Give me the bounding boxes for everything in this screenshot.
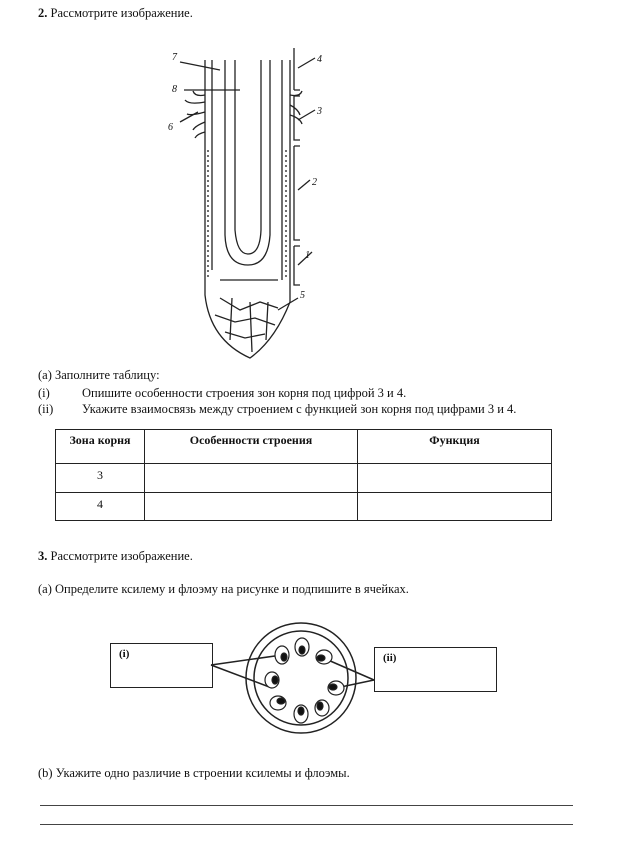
vascular-bundle [270,696,286,710]
structure-answer-cell[interactable] [145,492,358,521]
zone-cell: 3 [56,464,145,493]
answer-box-i-label: (i) [119,648,130,660]
question-2-title [38,6,193,21]
vascular-bundle [316,650,332,664]
root-diagram [160,40,340,360]
diagram-label-1: 1 [305,250,310,261]
question-2-number: 2. [38,6,48,20]
vascular-bundle [295,638,309,656]
table-row [56,464,552,493]
question-3-text: Рассмотрите изображение. [50,549,193,563]
question-3-number: 3. [38,549,48,563]
question-2-text: Рассмотрите изображение. [50,6,193,20]
item-i-text: Опишите особенности строения зон корня под цифрой 3 и 4. [82,386,407,400]
item-i-number: (i) [38,386,50,400]
header-function: Функция [358,430,552,464]
diagram-label-7: 7 [172,52,177,63]
root-zones-table [55,429,552,521]
diagram-label-4: 4 [317,54,322,65]
table-header-row [56,430,552,464]
diagram-label-2: 2 [312,177,317,188]
question-3-title [38,549,193,564]
answer-box-ii[interactable] [374,647,497,692]
question-3-part-a: (a) Определите ксилему и флоэму на рисунке и подпишите в ячейках. [38,582,409,596]
item-ii-text: Укажите взаимосвязь между строением с функцией зон корня под цифрами 3 и 4. [82,402,517,416]
zone-cell: 4 [56,492,145,521]
diagram-label-6: 6 [168,122,173,133]
vascular-bundle [275,646,289,664]
question-2-part-a: (a) Заполните таблицу: [38,368,160,382]
item-ii-number: (ii) [38,402,54,416]
function-answer-cell[interactable] [358,464,552,493]
table-row [56,492,552,521]
header-zone: Зона корня [56,430,145,464]
stem-cross-section [200,610,380,750]
answer-line[interactable] [40,805,573,806]
diagram-label-3: 3 [317,106,322,117]
answer-box-i[interactable] [110,643,213,688]
function-answer-cell[interactable] [358,492,552,521]
diagram-label-8: 8 [172,84,177,95]
vascular-bundle [294,705,308,723]
answer-line[interactable] [40,824,573,825]
vascular-bundle [265,672,279,688]
question-3-part-b: (b) Укажите одно различие в строении ксилемы и флоэмы. [38,766,350,780]
header-structure: Особенности строения [145,430,358,464]
answer-box-ii-label: (ii) [383,652,397,664]
diagram-label-5: 5 [300,290,305,301]
vascular-bundle [315,700,329,716]
structure-answer-cell[interactable] [145,464,358,493]
vascular-bundle [328,681,344,695]
